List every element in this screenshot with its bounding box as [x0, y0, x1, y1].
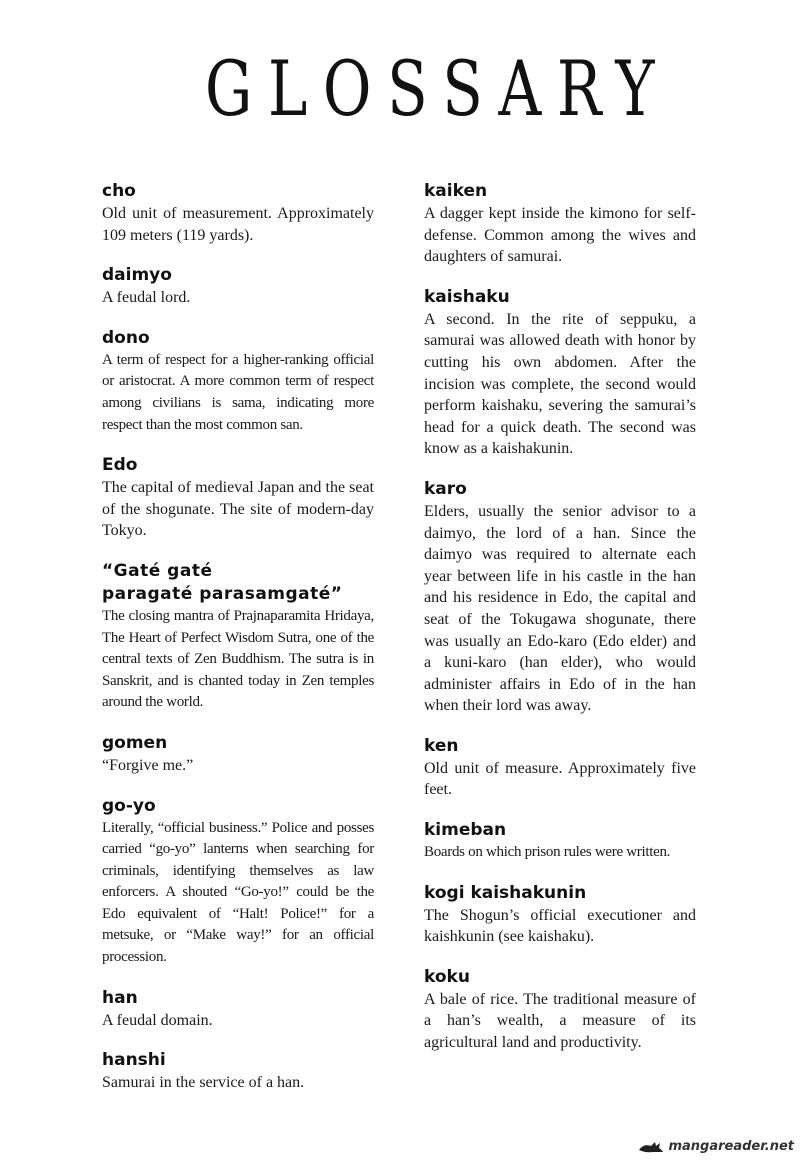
definition-gate-gate: The closing mantra of Prajnaparamita Hridaya, The Heart of Perfect Wisdom Sutra, one of the central texts of Zen Buddhism. The sutra is in Sanskrit, and is chanted today in Zen temples around the world.: [102, 607, 374, 711]
term-kogi-kaishakunin: kogi kaishakunin: [424, 882, 587, 903]
glossary-entry-kaiken: [424, 180, 696, 268]
glossary-entry-karo: [424, 478, 696, 717]
definition-kogi-kaishakunin: The Shogun’s official executioner and kaishkunin (see kaishaku).: [424, 906, 696, 946]
term-edo: Edo: [102, 455, 138, 476]
glossary-left-column: [102, 180, 374, 1112]
term-gomen: gomen: [102, 732, 168, 753]
glossary-entry-han: [102, 987, 374, 1032]
definition-go-yo: Literally, “official business.” Police and posses carried “go-yo” lanterns when searching for criminals, identifying themselves as law enforcers. A shouted “Go-yo!” could be the Edo equivalent of “Halt! Police!” for a metsuke, or “Make way!” for an official procession.: [102, 819, 374, 966]
glossary-entry-go-yo: [102, 795, 374, 969]
term-kaiken: kaiken: [424, 181, 488, 201]
glossary-entry-hanshi: [102, 1049, 374, 1094]
glossary-entry-kimeban: [424, 819, 696, 864]
definition-kimeban: Boards on which prison rules were written.: [424, 844, 671, 861]
definition-han: A feudal domain.: [102, 1011, 213, 1029]
term-kaishaku: kaishaku: [424, 286, 510, 307]
glossary-entry-kogi-kaishakunin: [424, 882, 696, 948]
glossary-entry-daimyo: [102, 264, 374, 309]
term-go-yo: go-yo: [102, 795, 156, 816]
watermark: [638, 1139, 794, 1154]
glossary-entry-gate-gate: [102, 560, 374, 714]
glossary-entry-kaishaku: [424, 286, 696, 460]
term-dono: dono: [102, 327, 150, 348]
cat-logo-icon: [638, 1140, 664, 1154]
term-kimeban: kimeban: [424, 820, 507, 841]
glossary-right-column: [424, 180, 696, 1072]
glossary-entry-cho: [102, 180, 374, 246]
definition-koku: A bale of rice. The traditional measure of a han’s wealth, a measure of its agricultural land and productivity.: [424, 990, 696, 1052]
page-title: GLOSSARY: [205, 44, 671, 133]
definition-daimyo: A feudal lord.: [102, 289, 191, 307]
term-gate-gate-line2: paragaté parasamgaté”: [102, 583, 343, 604]
definition-kaishaku: A second. In the rite of seppuku, a samurai was allowed death with honor by cutting his own abdomen. After the incision was complete, the second would perform kaishaku, severing the samurai’s head for a quick death. The second was know as a kaishakunin.: [424, 310, 696, 458]
definition-ken: Old unit of measure. Approximately five feet.: [424, 759, 696, 799]
term-karo: karo: [424, 478, 467, 499]
term-hanshi: hanshi: [102, 1050, 166, 1071]
watermark-text: mangareader.net: [668, 1139, 794, 1154]
definition-karo: Elders, usually the senior advisor to a daimyo, the lord of a han. Since the daimyo was required to alternate each year between life in his castle in the han and his residence in Edo, the capital and seat of the Tokugawa shogunate, there was usually an Edo-karo (Edo elder) and a kuni-karo (han elder), who would administer affairs in Edo of in the han when their lord was away.: [424, 502, 696, 715]
term-cho: cho: [102, 181, 136, 201]
definition-gomen: “Forgive me.”: [102, 756, 194, 774]
term-han: han: [102, 987, 138, 1008]
definition-cho: Old unit of measurement. Approximately 109 meters (119 yards).: [102, 205, 374, 244]
term-gate-gate-line1: “Gaté gaté: [102, 560, 213, 581]
glossary-entry-ken: [424, 735, 696, 801]
definition-dono: A term of respect for a higher-ranking official or aristocrat. A more common term of respect among civilians is sama, indicating more respect than the most common san.: [102, 351, 374, 433]
glossary-entry-edo: [102, 454, 374, 542]
definition-edo: The capital of medieval Japan and the seat of the shogunate. The site of modern-day Tokyo.: [102, 479, 374, 540]
glossary-entry-gomen: [102, 732, 374, 777]
glossary-entry-koku: [424, 966, 696, 1054]
term-koku: koku: [424, 966, 470, 987]
definition-hanshi: Samurai in the service of a han.: [102, 1074, 305, 1092]
term-ken: ken: [424, 735, 459, 756]
term-daimyo: daimyo: [102, 265, 172, 286]
glossary-entry-dono: [102, 327, 374, 436]
definition-kaiken: A dagger kept inside the kimono for self-defense. Common among the wives and daughters of samurai.: [424, 205, 696, 266]
